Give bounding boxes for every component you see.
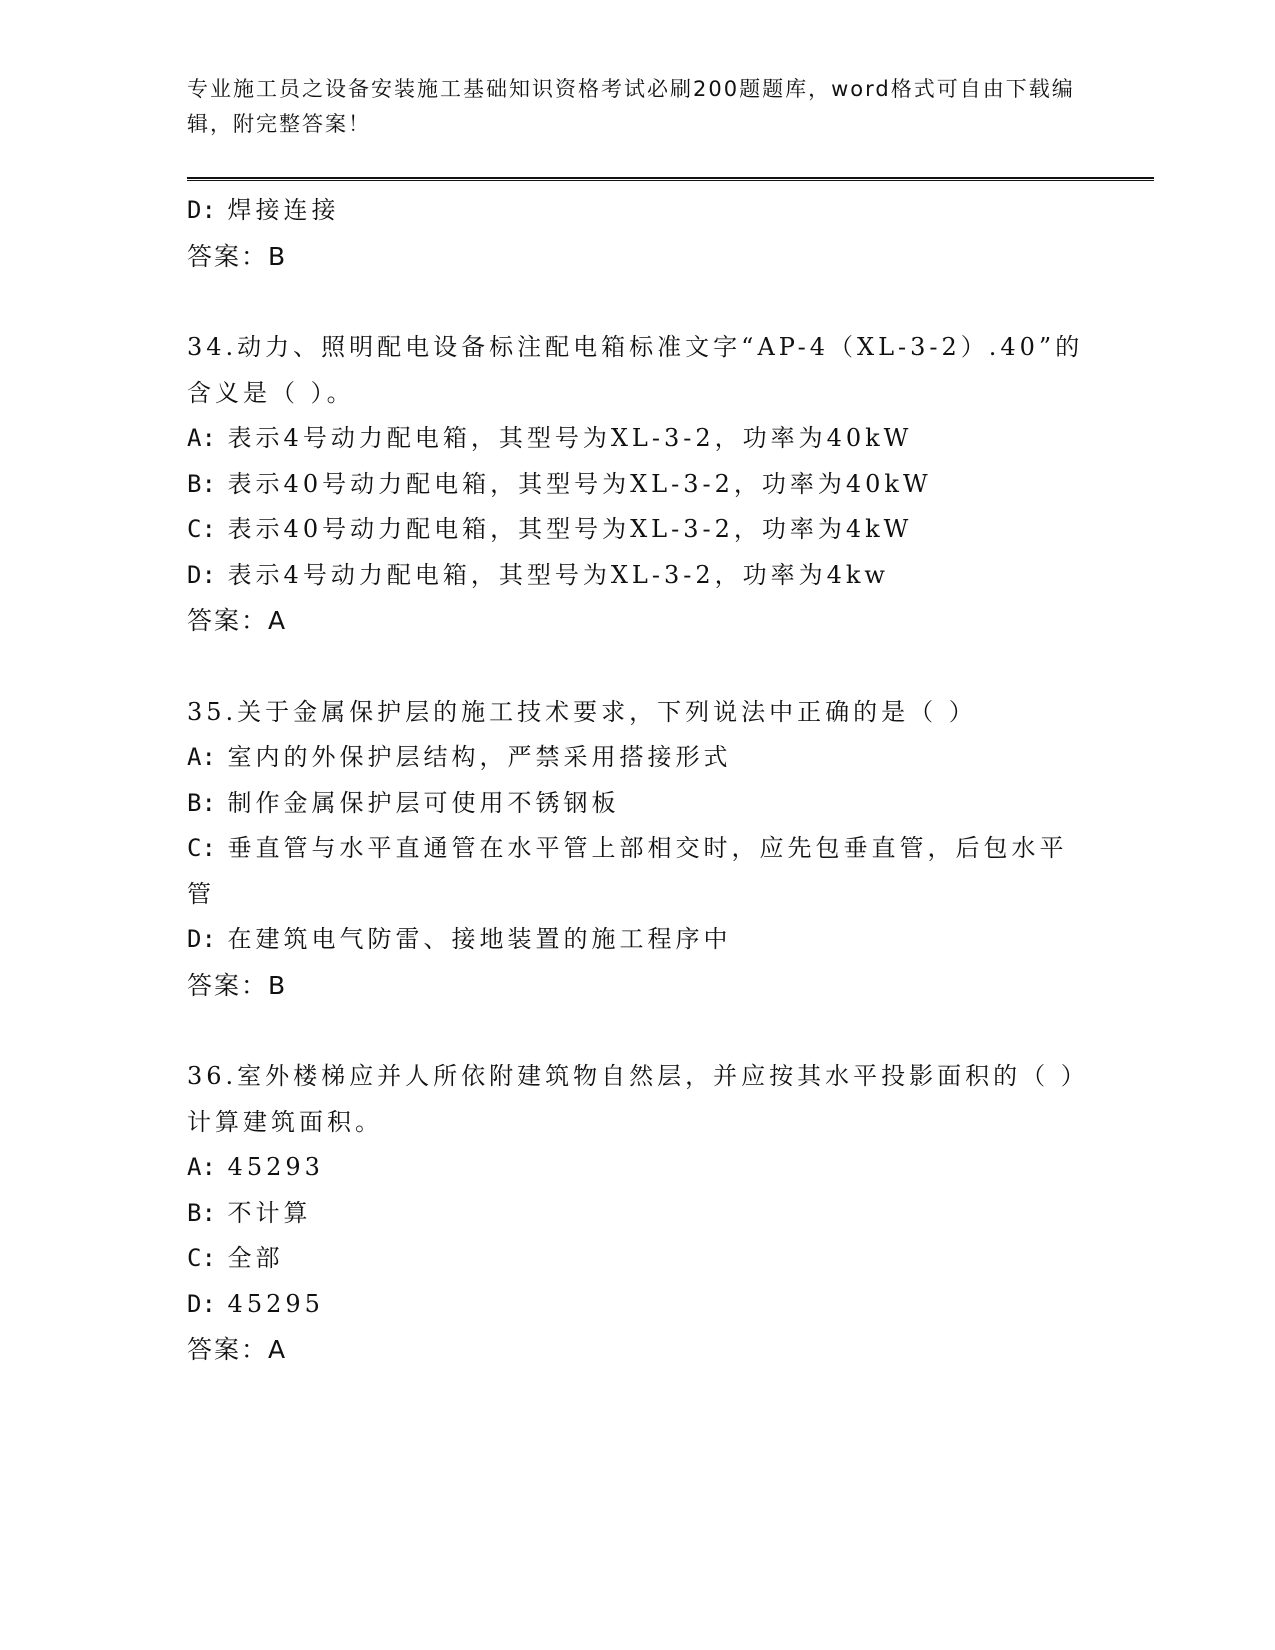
- question-number: 34.: [187, 333, 238, 361]
- option-label: B:: [187, 788, 216, 817]
- option-label: A:: [187, 1153, 216, 1181]
- option-label: D:: [187, 196, 216, 224]
- option-label: D:: [187, 1289, 216, 1318]
- option-label: C:: [187, 834, 216, 862]
- header-divider: [187, 177, 1154, 181]
- option-label: A:: [187, 743, 216, 771]
- question-stem: [187, 325, 1087, 416]
- option-text: 表示4号动力配电箱，其型号为XL-3-2，功率为4kw: [227, 560, 889, 589]
- option-label: B:: [187, 469, 216, 498]
- question-number: 36.: [187, 1062, 238, 1090]
- spacer: [187, 644, 1087, 690]
- option-label: D:: [187, 925, 216, 953]
- question-34: [187, 325, 1087, 644]
- option-a: [187, 1145, 1087, 1191]
- option-a: [187, 735, 1087, 781]
- option-a: [187, 416, 1087, 462]
- option-c: [187, 1236, 1087, 1282]
- option-b: [187, 462, 1087, 508]
- option-text: 表示4号动力配电箱，其型号为XL-3-2，功率为40kW: [227, 424, 913, 452]
- option-text: 室内的外保护层结构，严禁采用搭接形式: [227, 743, 732, 771]
- spacer: [187, 1008, 1087, 1054]
- question-36: [187, 1054, 1087, 1373]
- answer-line: [187, 1327, 1087, 1373]
- question-list: [187, 188, 1087, 1373]
- option-label: D:: [187, 560, 216, 589]
- spacer: [187, 279, 1087, 325]
- answer-value: B: [268, 241, 288, 271]
- option-text: 45295: [227, 1289, 324, 1318]
- answer-value: B: [268, 970, 288, 1000]
- option-label: B:: [187, 1198, 216, 1227]
- option-c: [187, 826, 1087, 917]
- option-text: 不计算: [227, 1198, 312, 1227]
- option-label: A:: [187, 424, 216, 452]
- option-text: 在建筑电气防雷、接地装置的施工程序中: [227, 925, 732, 953]
- option-label: C:: [187, 1244, 216, 1272]
- question-text: 室外楼梯应并人所依附建筑物自然层，并应按其水平投影面积的（ ）计算建筑面积。: [187, 1062, 1077, 1136]
- answer-line: [187, 963, 1087, 1009]
- answer-line: [187, 234, 1087, 280]
- question-text: 关于金属保护层的施工技术要求，下列说法中正确的是（ ）: [237, 697, 977, 726]
- question-text: 动力、照明配电设备标注配电箱标准文字“AP-4（XL-3-2）.40”的含义是（ ）。: [187, 333, 1084, 407]
- option-text: 45293: [227, 1153, 324, 1181]
- page-header: [187, 72, 1087, 142]
- question-35: [187, 690, 1087, 1009]
- option-label: C:: [187, 515, 216, 543]
- answer-value: A: [268, 606, 288, 635]
- answer-line: [187, 598, 1087, 644]
- option-d: [187, 1282, 1087, 1328]
- option-text: 制作金属保护层可使用不锈钢板: [227, 788, 620, 817]
- option-d: [187, 553, 1087, 599]
- option-text: 表示40号动力配电箱，其型号为XL-3-2，功率为40kW: [227, 469, 932, 498]
- option-d: [187, 188, 1087, 234]
- question-stem: [187, 690, 1087, 736]
- answer-label: 答案：: [187, 606, 269, 635]
- answer-label: 答案：: [187, 241, 269, 271]
- document-title: 专业施工员之设备安装施工基础知识资格考试必刷200题题库，word格式可自由下载编辑，附完整答案！: [187, 77, 1075, 136]
- option-text: 垂直管与水平直通管在水平管上部相交时，应先包垂直管，后包水平管: [187, 834, 1068, 908]
- option-text: 全部: [227, 1244, 284, 1272]
- answer-value: A: [268, 1335, 288, 1364]
- answer-label: 答案：: [187, 970, 269, 1000]
- option-text: 焊接连接: [227, 196, 340, 224]
- question-stem: [187, 1054, 1087, 1145]
- answer-label: 答案：: [187, 1335, 269, 1364]
- option-text: 表示40号动力配电箱，其型号为XL-3-2，功率为4kW: [227, 515, 913, 543]
- option-b: [187, 1191, 1087, 1237]
- option-b: [187, 781, 1087, 827]
- option-d: [187, 917, 1087, 963]
- option-c: [187, 507, 1087, 553]
- question-number: 35.: [187, 697, 238, 726]
